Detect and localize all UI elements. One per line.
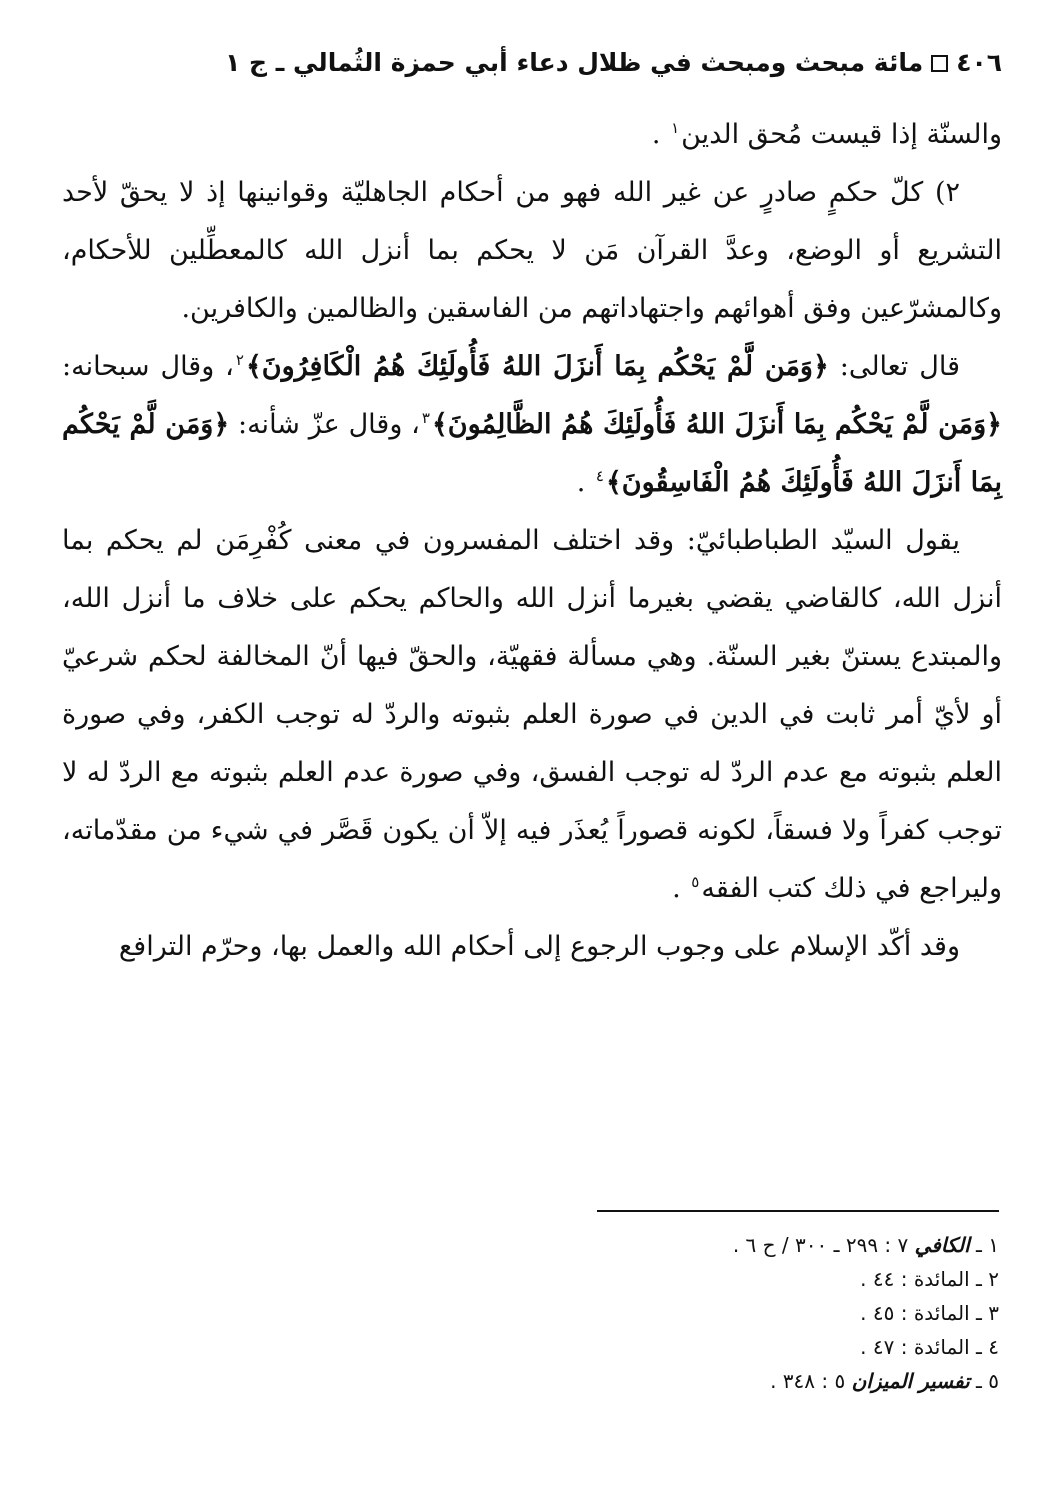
footnote-citation: المائدة : ٤٤ . <box>860 1267 970 1291</box>
page-number: ٤٠٦ <box>956 48 1002 77</box>
paragraph-text: . <box>651 119 670 150</box>
square-ornament-icon <box>931 55 948 72</box>
book-title: مائة مبحث ومبحث في ظلال دعاء أبي حمزة الثُمالي ـ ج ١ <box>225 48 924 77</box>
footnote-citation: المائدة : ٤٥ . <box>860 1301 970 1325</box>
footnote-number: ٢ ـ <box>976 1267 999 1291</box>
footnote <box>439 1228 999 1262</box>
footnote <box>439 1364 999 1398</box>
footnote-citation: المائدة : ٤٧ . <box>860 1335 970 1359</box>
footnote-ref: ٤ <box>595 467 604 485</box>
running-head <box>62 40 1002 86</box>
footnote-ref: ٥ <box>691 873 700 891</box>
footnote-ref: ٣ <box>421 409 430 427</box>
footnote-number: ٥ ـ <box>976 1369 999 1393</box>
footnote-citation: ٥ : ٣٤٨ . <box>770 1369 852 1393</box>
footnote-source-title: تفسير الميزان <box>851 1369 970 1393</box>
footnote-citation: ٧ : ٢٩٩ ـ ٣٠٠ / ح ٦ . <box>732 1233 915 1257</box>
paragraph-text: قال تعالى: <box>828 351 960 382</box>
footnote-source-title: الكافي <box>914 1233 970 1257</box>
quran-verse: ﴿وَمَن لَّمْ يَحْكُم بِمَا أَنزَلَ اللهُ فَأُولَئِكَ هُمُ الْفَاسِقُونَ﴾ <box>62 409 1002 498</box>
paragraph-text: يقول السيّد الطباطبائيّ: وقد اختلف المفسرون في معنى كُفْرِمَن لم يحكم بما أنزل الله، كالقاضي يقضي بغيرما أنزل الله والحاكم يحكم على خلاف ما أنزل الله، والمبتدع يستنّ بغير السنّة. وهي مسألة فقهيّة، والحقّ فيها أنّ المخالفة لحكم شرعيّ أو لأيّ أمر ثابت في الدين في صورة العلم بثبوته والردّ له توجب الكفر، وفي صورة العلم بثبوته مع عدم الردّ له توجب الفسق، وفي صورة عدم العلم بثبوته مع الردّ له لا توجب كفراً ولا فسقاً، لكونه قصوراً يُعذَر فيه إلاّ أن يكون قَصَّر في شيء من مقدّماته، وليراجع في ذلك كتب الفقه <box>62 525 1002 904</box>
footnote <box>439 1262 999 1296</box>
paragraph-text: . <box>672 873 690 904</box>
paragraph-text: . <box>576 467 594 498</box>
paragraph-text: وقد أكّد الإسلام على وجوب الرجوع إلى أحكام الله والعمل بها، وحرّم الترافع <box>118 931 960 962</box>
paragraph-text: ، وقال عزّ شأنه: <box>229 409 420 440</box>
paragraph-text: ، وقال سبحانه: <box>62 351 234 382</box>
footnote-number: ٤ ـ <box>976 1335 999 1359</box>
footnote-ref: ١ <box>671 119 680 137</box>
paragraph <box>62 512 1002 918</box>
page <box>62 40 1002 976</box>
footnote <box>439 1330 999 1364</box>
body-text <box>62 106 1002 976</box>
footnotes <box>439 1228 999 1398</box>
paragraph <box>62 338 1002 512</box>
footnote-ref: ٢ <box>235 351 244 369</box>
paragraph-text: والسنّة إذا قيست مُحق الدين <box>681 119 1002 150</box>
quran-verse: ﴿وَمَن لَّمْ يَحْكُم بِمَا أَنزَلَ اللهُ فَأُولَئِكَ هُمُ الظَّالِمُونَ﴾ <box>431 409 1002 440</box>
footnote-number: ١ ـ <box>976 1233 999 1257</box>
paragraph <box>62 106 1002 164</box>
paragraph <box>62 918 1002 976</box>
footnote-number: ٣ ـ <box>976 1301 999 1325</box>
quran-verse: ﴿وَمَن لَّمْ يَحْكُم بِمَا أَنزَلَ اللهُ فَأُولَئِكَ هُمُ الْكَافِرُونَ﴾ <box>245 351 829 382</box>
footnote-divider <box>597 1210 999 1212</box>
paragraph <box>62 164 1002 338</box>
paragraph-text: ٢) كلّ حكمٍ صادرٍ عن غير الله فهو من أحكام الجاهليّة وقوانينها إذ لا يحقّ لأحد التشريع أو الوضع، وعدَّ القرآن مَن لا يحكم بما أنزل الله كالمعطِّلين للأحكام، وكالمشرّعين وفق أهوائهم واجتهاداتهم من الفاسقين والظالمين والكافرين. <box>62 177 1002 324</box>
footnote <box>439 1296 999 1330</box>
